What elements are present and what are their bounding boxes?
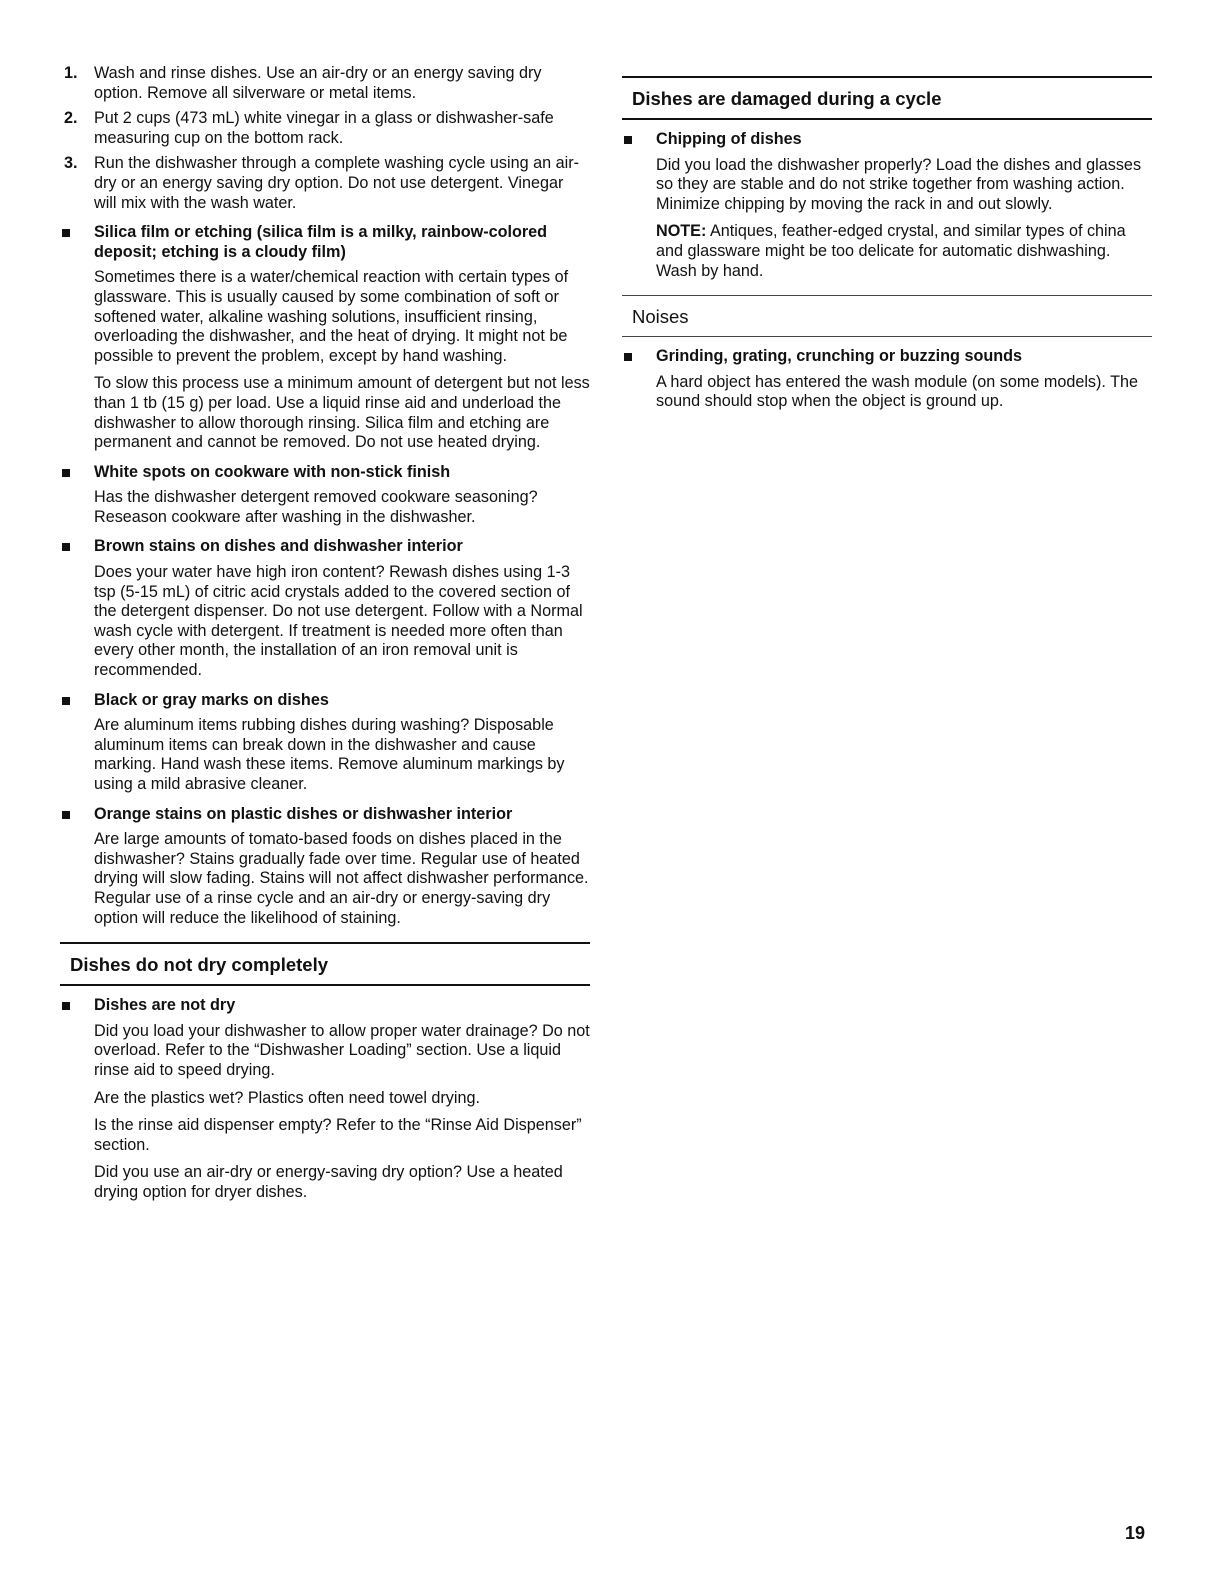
- section-rule: [60, 984, 590, 986]
- right-column: [622, 76, 1152, 420]
- bullet-icon: [624, 136, 632, 144]
- bullet-icon: [62, 543, 70, 551]
- bullet-icon: [62, 229, 70, 237]
- section-heading: Dishes do not dry completely: [70, 954, 329, 976]
- note-label: NOTE:: [656, 222, 707, 241]
- section-rule: [622, 118, 1152, 120]
- black-marks-item: [60, 691, 590, 795]
- step-2: 2. Put 2 cups (473 mL) white vinegar in a glass or dishwasher-safe measuring cup on the bottom rack.: [64, 109, 554, 147]
- bullet-icon: [62, 697, 70, 705]
- item-title: Chipping of dishes: [656, 130, 802, 148]
- item-text: To slow this process use a minimum amount of detergent but not less than 1 tb (15 g) per load. Use a liquid rinse aid and underload the dishwasher to allow thorough rinsing. Silica film and etching are permanent and cannot be removed. Do not use heated drying.: [94, 374, 590, 452]
- item-title: Silica film or etching (silica film is a milky, rainbow-colored deposit; etching is a cloudy film): [94, 223, 548, 261]
- bullet-icon: [624, 353, 632, 361]
- chipping-item: [622, 130, 1152, 281]
- grinding-sounds-item: [622, 347, 1152, 412]
- section-noises: [622, 295, 1152, 337]
- vinegar-steps: [60, 64, 590, 213]
- section-rule: [622, 336, 1152, 337]
- bullet-icon: [62, 469, 70, 477]
- item-text: Does your water have high iron content? Rewash dishes using 1-3 tsp (5-15 mL) of citric acid crystals added to the covered section of the detergent dispenser. Do not use detergent. Follow with a Normal wash cycle with detergent. If treatment is needed more often than every other month, the installation of an iron removal unit is recommended.: [94, 563, 583, 680]
- item-text: Did you use an air-dry or energy-saving dry option? Use a heated drying option for dryer dishes.: [94, 1163, 563, 1201]
- item-title: Grinding, grating, crunching or buzzing sounds: [656, 347, 1022, 366]
- item-text: Did you load the dishwasher properly? Load the dishes and glasses so they are stable and do not strike together from washing action. Minimize chipping by moving the rack in and out slowly.: [656, 155, 1142, 213]
- section-dishes-damaged: [622, 76, 1152, 120]
- item-text: Did you load your dishwasher to allow proper water drainage? Do not overload. Refer to the “Dishwasher Loading” section. Use a liquid rinse aid to speed drying.: [94, 1021, 590, 1079]
- item-title: Dishes are not dry: [94, 996, 236, 1015]
- bullet-icon: [62, 1002, 70, 1010]
- section-heading: Noises: [632, 306, 689, 328]
- item-text: Is the rinse aid dispenser empty? Refer to the “Rinse Aid Dispenser” section.: [94, 1116, 582, 1154]
- bullet-icon: [62, 811, 70, 819]
- item-title: Orange stains on plastic dishes or dishwasher interior: [94, 804, 513, 823]
- left-column: [60, 64, 590, 1211]
- note-text: NOTE: Antiques, feather-edged crystal, and similar types of china and glassware might be too delicate for automatic dishwashing. Wash by hand.: [656, 222, 1126, 280]
- step-1: 1. Wash and rinse dishes. Use an air-dry or an energy saving dry option. Remove all silverware or metal items.: [64, 64, 542, 102]
- white-spots-item: [60, 463, 590, 528]
- dishes-not-dry-item: [60, 996, 590, 1202]
- page-number: 19: [1124, 1523, 1145, 1543]
- step-3: 3. Run the dishwasher through a complete washing cycle using an air-dry or an energy saving dry option. Do not use detergent. Vinegar will mix with the wash water.: [64, 154, 579, 212]
- orange-stains-item: [60, 805, 590, 929]
- item-title: Brown stains on dishes and dishwasher interior: [94, 537, 463, 556]
- item-text: Are large amounts of tomato-based foods on dishes placed in the dishwasher? Stains gradually fade over time. Regular use of heated drying will slow fading. Stains will not affect dishwasher performance. Regular use of a rinse cycle and an air-dry or energy-saving dry option will reduce the likelihood of staining.: [94, 830, 589, 927]
- item-text: Has the dishwasher detergent removed cookware seasoning? Reseason cookware after washing in the dishwasher.: [94, 488, 538, 526]
- item-title: Black or gray marks on dishes: [94, 690, 329, 709]
- item-title: White spots on cookware with non-stick finish: [94, 462, 451, 481]
- item-text: Sometimes there is a water/chemical reaction with certain types of glassware. This is usually caused by some combination of soft or softened water, alkaline washing solutions, insufficient rinsing, overloading the dishwasher, and the heat of drying. It might not be possible to prevent the problem, except by hand washing.: [94, 268, 569, 365]
- item-text: Are the plastics wet? Plastics often need towel drying.: [94, 1088, 481, 1107]
- brown-stains-item: [60, 537, 590, 680]
- item-text: A hard object has entered the wash module (on some models). The sound should stop when the object is ground up.: [656, 372, 1139, 411]
- silica-film-item: [60, 223, 590, 453]
- section-heading: Dishes are damaged during a cycle: [632, 88, 942, 109]
- section-dishes-do-not-dry: [60, 942, 590, 986]
- item-text: Are aluminum items rubbing dishes during washing? Disposable aluminum items can break down in the dishwasher and cause marking. Hand wash these items. Remove aluminum markings by using a mild abrasive cleaner.: [94, 716, 565, 793]
